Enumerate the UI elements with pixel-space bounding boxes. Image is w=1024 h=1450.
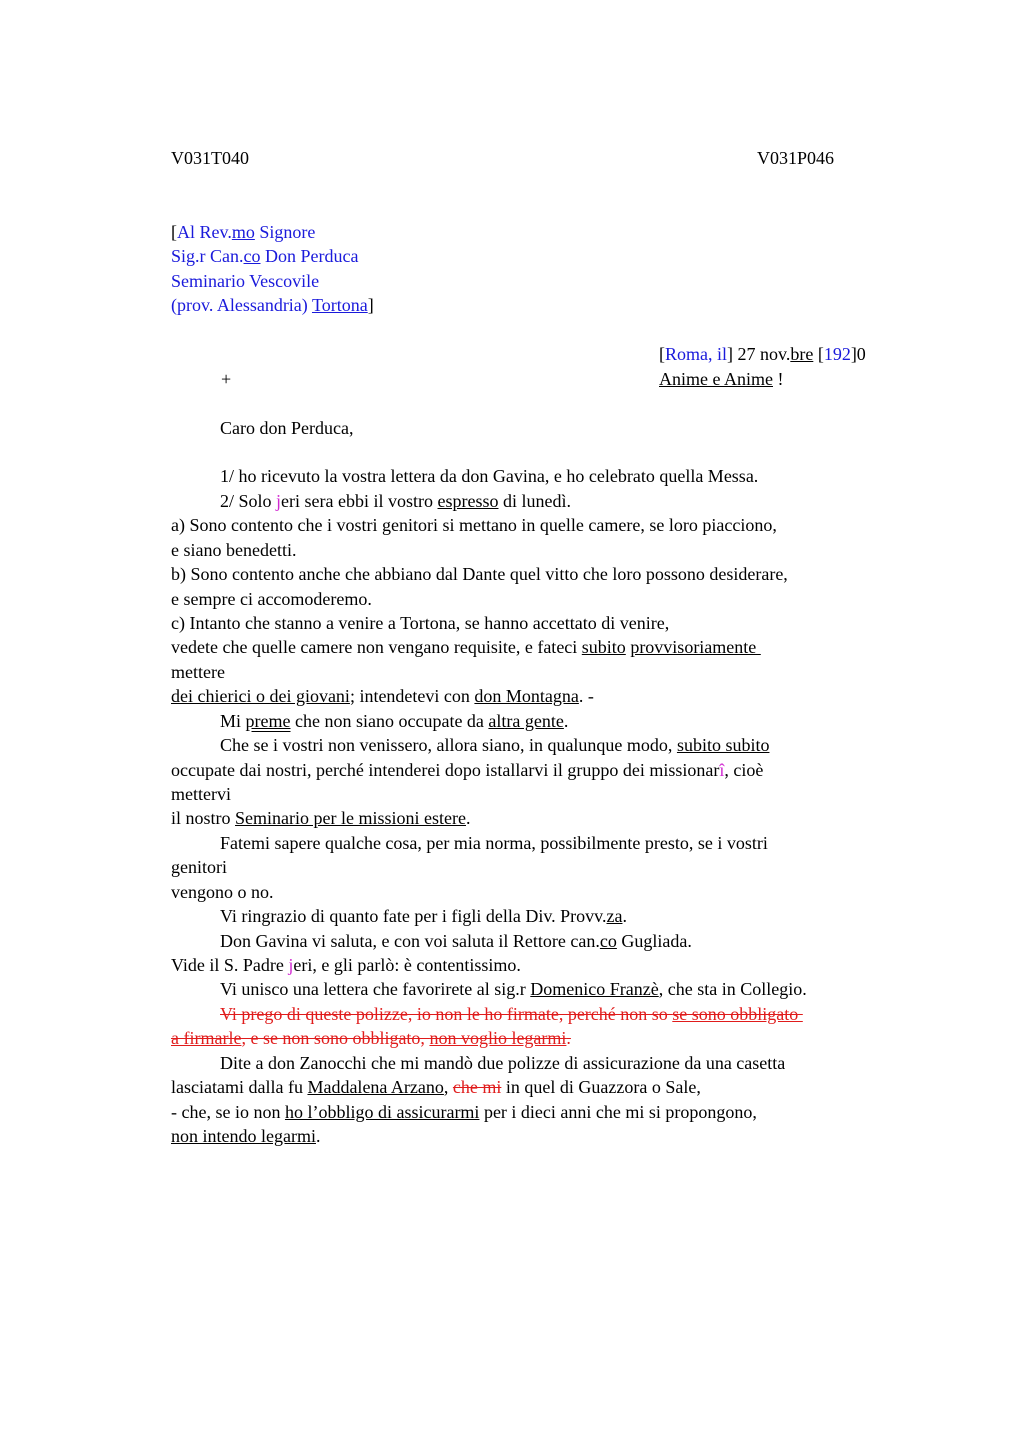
salutation: Caro don Perduca, [220, 418, 354, 438]
body-line: 2/ Solo jeri sera ebbi il vostro espresso di lunedì. [220, 491, 571, 511]
body-line: Don Gavina vi saluta, e con voi saluta il Rettore can.co Gugliada. [220, 931, 692, 951]
deleted-line: a firmarle, e se non sono obbligato, non voglio legarmi. [171, 1028, 571, 1048]
body-line: Mi preme che non siano occupate da altra gente. [220, 711, 569, 731]
body-line: 1/ ho ricevuto la vostra lettera da don Gavina, e ho celebrato quella Messa. [220, 466, 759, 486]
body-line: occupate dai nostri, perché intenderei dopo istallarvi il gruppo dei missionarî, cioè [171, 760, 764, 780]
body-line: dei chierici o dei giovani; intendetevi con don Montagna. - [171, 686, 594, 706]
body-line: e siano benedetti. [171, 540, 297, 560]
body-line: c) Intanto che stanno a venire a Tortona, se hanno accettato di venire, [171, 613, 670, 633]
body-line: a) Sono contento che i vostri genitori si mettano in quelle camere, se loro piacciono, [171, 515, 777, 535]
document-code-left: V031T040 [171, 148, 249, 168]
body-line: il nostro Seminario per le missioni estere. [171, 808, 471, 828]
body-line: non intendo legarmi. [171, 1126, 321, 1146]
body-line: vedete che quelle camere non vengano requisite, e fateci subito provvisoriamente [171, 637, 761, 657]
document-code-right: V031P046 [757, 148, 835, 168]
body-line: Che se i vostri non venissero, allora siano, in qualunque modo, subito subito [220, 735, 770, 755]
deleted-line: Vi prego di queste polizze, io non le ho firmate, perché non so se sono obbligato [220, 1004, 803, 1024]
body-line: Dite a don Zanocchi che mi mandò due polizze di assicurazione da una casetta [220, 1053, 786, 1073]
body-line: e sempre ci accomoderemo. [171, 589, 372, 609]
dateline: [Roma, il] 27 nov.bre [192]0 [659, 344, 866, 364]
cross-mark: + [221, 369, 232, 389]
address-line-2: Sig.r Can.co Don Perduca [171, 246, 359, 266]
body-line: mettere [171, 662, 225, 682]
body-line: mettervi [171, 784, 231, 804]
body-line: Fatemi sapere qualche cosa, per mia norma, possibilmente presto, se i vostri [220, 833, 768, 853]
body-line: b) Sono contento anche che abbiano dal Dante quel vitto che loro possono desiderare, [171, 564, 788, 584]
address-line-3: Seminario Vescovile [171, 271, 320, 291]
body-line: lasciatami dalla fu Maddalena Arzano, che mi in quel di Guazzora o Sale, [171, 1077, 701, 1097]
body-line: Vi unisco una lettera che favorirete al sig.r Domenico Franzè, che sta in Collegio. [220, 979, 807, 999]
address-line-4: (prov. Alessandria) Tortona] [171, 295, 374, 315]
address-line-1: [Al Rev.mo Signore [171, 222, 316, 242]
body-line: vengono o no. [171, 882, 274, 902]
body-line: Vi ringrazio di quanto fate per i figli della Div. Provv.za. [220, 906, 627, 926]
body-line: Vide il S. Padre jeri, e gli parlò: è contentissimo. [171, 955, 521, 975]
motto: Anime e Anime ! [659, 369, 784, 389]
body-line: - che, se io non ho l’obbligo di assicurarmi per i dieci anni che mi si propongono, [171, 1102, 757, 1122]
body-line: genitori [171, 857, 227, 877]
